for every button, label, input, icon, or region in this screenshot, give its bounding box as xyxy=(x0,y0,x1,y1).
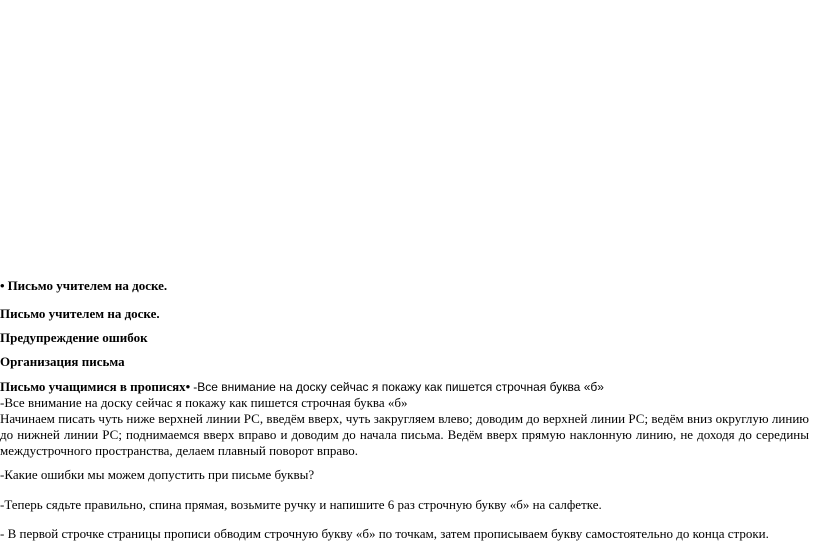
instruction-line-sit: -Теперь сядьте правильно, спина прямая, возьмите ручку и напишите 6 раз строчную букву «б» на салфетке. xyxy=(0,497,602,512)
instruction-line-trace: - В первой строчке страницы прописи обводим строчную букву «б» по точкам, затем прописываем букву самостоятельно до конца строки. xyxy=(0,526,769,541)
question-line: -Какие ошибки мы можем допустить при письме буквы? xyxy=(0,467,315,482)
item-writing-organization: Организация письма xyxy=(0,354,125,369)
item-text: Письмо учителем на доске. xyxy=(7,278,168,293)
item-student-writing xyxy=(0,379,604,395)
inline-instruction: -Все внимание на доску сейчас я покажу как пишется строчная буква «б» xyxy=(193,380,604,394)
letter-writing-paragraph: Начинаем писать чуть ниже верхней линии РС, введём вверх, чуть закругляем влево; доводим до верхней линии РС; ведём вниз округлую линию до нижней линии РС; поднимаемся вверх вправо и доводим до начала письма. Ведём вверх прямую наклонную линию, не доходя до середины междустрочного пространства, делаем плавный поворот вправо. xyxy=(0,411,809,458)
item-writing-on-board: Письмо учителем на доске. xyxy=(0,306,160,321)
bullet-icon: • xyxy=(185,379,191,394)
item-writing-on-board-bulleted xyxy=(0,278,167,294)
instruction-line: -Все внимание на доску сейчас я покажу как пишется строчная буква «б» xyxy=(0,395,408,410)
item-heading: Письмо учащимися в прописях xyxy=(0,379,186,394)
item-error-prevention: Предупреждение ошибок xyxy=(0,330,148,345)
bullet-icon: • xyxy=(0,278,5,293)
